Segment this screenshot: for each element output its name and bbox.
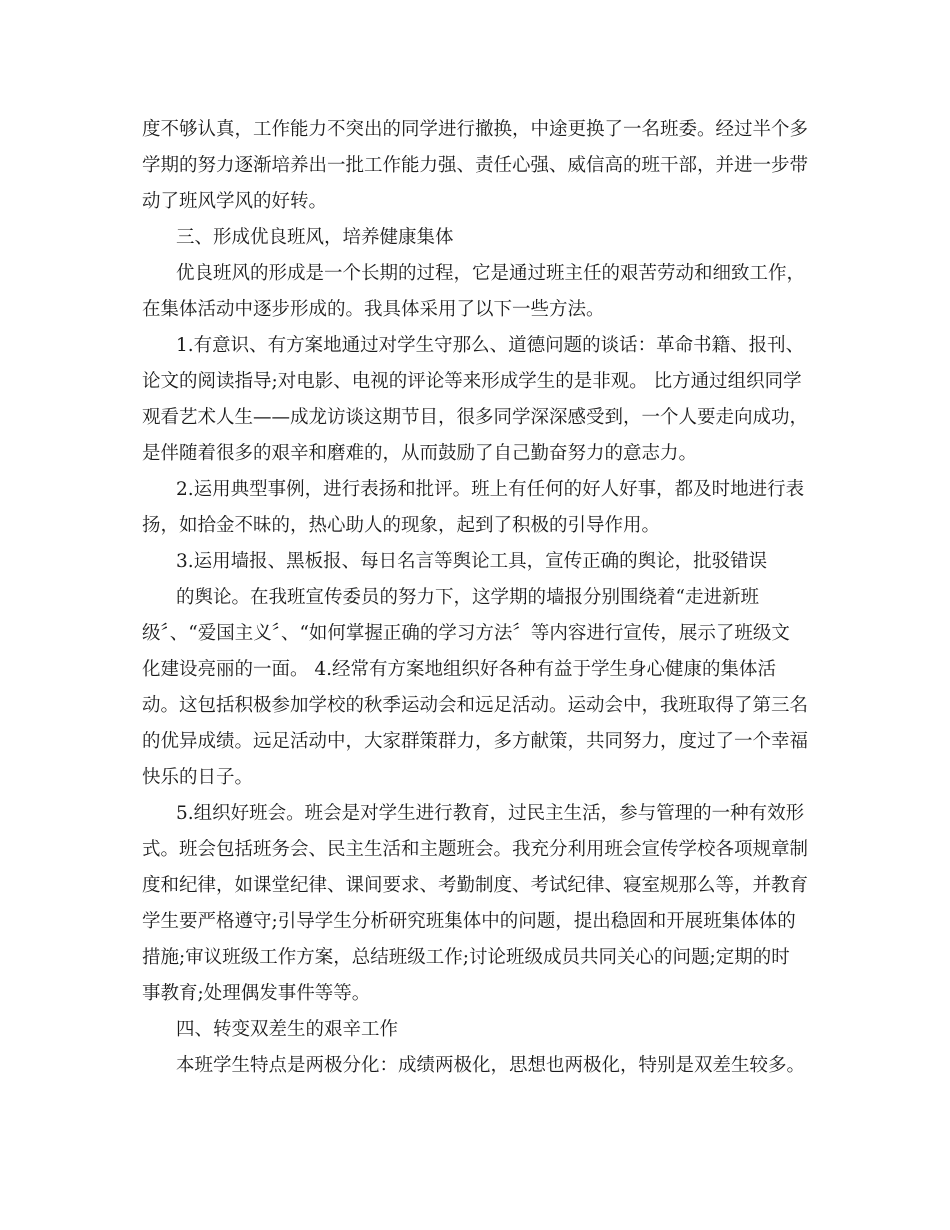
paragraph-line: 级〞、“爱国主义〞、“如何掌握正确的学习方法〞等内容进行宣传，展示了班级文: [142, 623, 790, 644]
paragraph-line: 论文的阅读指导;对电影、电视的评论等来形成学生的是非观。 比方通过组织同学: [142, 371, 802, 392]
paragraph-line: 5.组织好班会。班会是对学生进行教育，过民主生活，参与管理的一种有效形: [176, 803, 805, 824]
paragraph-line: 式。班会包括班务会、民主生活和主题班会。我充分利用班会宣传学校各项规章制: [142, 839, 809, 860]
paragraph-line: 学生要严格遵守;引导学生分析研究班集体中的问题，提出稳固和开展班集体体的: [142, 911, 796, 932]
paragraph-line: 动。这包括积极参加学校的秋季运动会和远足活动。运动会中，我班取得了第三名: [142, 695, 809, 716]
paragraph-line: 扬，如拾金不昧的，热心助人的现象，起到了积极的引导作用。: [142, 515, 661, 536]
paragraph-line: 度不够认真，工作能力不突出的同学进行撤换，中途更换了一名班委。经过半个多: [142, 119, 809, 140]
paragraph-line: 化建设亮丽的一面。 4.经常有方案地组织好各种有益于学生身心健康的集体活: [142, 659, 777, 680]
section-heading: 三、形成优良班风，培养健康集体: [176, 227, 454, 248]
section-heading: 四、转变双差生的艰辛工作: [176, 1019, 399, 1040]
paragraph-line: 在集体活动中逐步形成的。我具体采用了以下一些方法。: [142, 299, 605, 320]
paragraph-line: 快乐的日子。: [142, 767, 254, 788]
paragraph-line: 观看艺术人生——成龙访谈这期节目，很多同学深深感受到，一个人要走向成功，: [142, 407, 809, 428]
paragraph-line: 动了班风学风的好转。: [142, 191, 328, 212]
paragraph-line: 2.运用典型事例，进行表扬和批评。班上有任何的好人好事，都及时地进行表: [176, 479, 805, 500]
paragraph-line: 事教育;处理偶发事件等等。: [142, 983, 371, 1004]
paragraph-line: 是伴随着很多的艰辛和磨难的，从而鼓励了自己勤奋努力的意志力。: [142, 443, 698, 464]
paragraph-line: 的舆论。在我班宣传委员的努力下，这学期的墙报分别围绕着“走进新班: [176, 587, 759, 608]
paragraph-line: 本班学生特点是两极分化：成绩两极化，思想也两极化，特别是双差生较多。: [176, 1055, 806, 1076]
paragraph-line: 的优异成绩。远足活动中，大家群策群力，多方献策，共同努力，度过了一个幸福: [142, 731, 809, 752]
paragraph-line: 优良班风的形成是一个长期的过程，它是通过班主任的艰苦劳动和细致工作，: [176, 263, 806, 284]
paragraph-line: 学期的努力逐渐培养出一批工作能力强、责任心强、威信高的班干部，并进一步带: [142, 155, 809, 176]
paragraph-line: 1.有意识、有方案地通过对学生守那么、道德问题的谈话：革命书籍、报刊、: [176, 335, 805, 356]
paragraph-line: 措施;审议班级工作方案，总结班级工作;讨论班级成员共同关心的问题;定期的时: [142, 947, 790, 968]
paragraph-line: 度和纪律，如课堂纪律、课间要求、考勤制度、考试纪律、寝室规那么等，并教育: [142, 875, 809, 896]
paragraph-line: 3.运用墙报、黑板报、每日名言等舆论工具，宣传正确的舆论，批驳错误: [176, 551, 768, 572]
